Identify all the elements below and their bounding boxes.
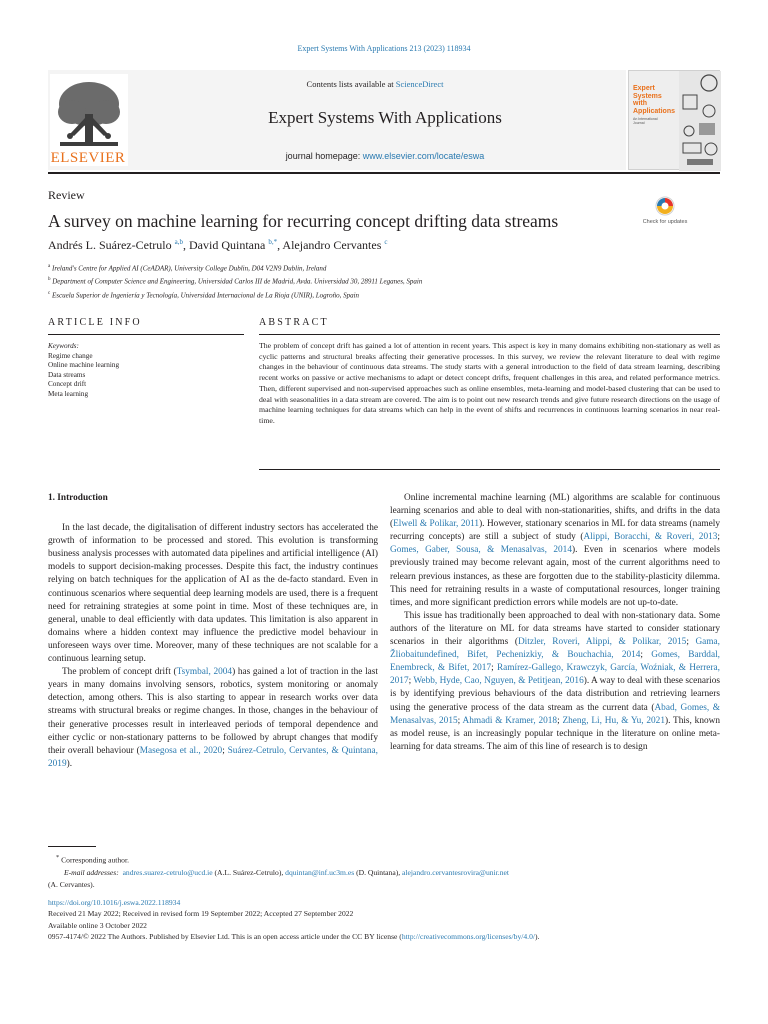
homepage-link[interactable]: www.elsevier.com/locate/eswa (362, 151, 485, 161)
body-paragraph (48, 522, 378, 666)
author-name[interactable]: David Quintana (189, 238, 266, 252)
article-info-heading: ARTICLE INFO (48, 317, 142, 328)
body-paragraph (390, 610, 720, 754)
affiliation-item: $^a$ Ireland's Centre for Applied AI (CeADAR), University College Dublin, D04 V2N9 Dublin, Ireland (48, 264, 327, 273)
license-line: 0957-4174/© 2022 The Authors. Published by Elsevier Ltd. This is an open access article under the CC BY license (http://creativecommons.org/licenses/by/4.0/). (48, 931, 540, 941)
paragraph-text: This issue has traditionally been approached to deal with non-stationary data. Some authors of the literature on ML for data streams have started to consider stationary scenarios in their algorithms ( (390, 610, 720, 648)
citation-link[interactable]: Webb, Hyde, Cao, Nguyen, & Petitjean, 2016 (413, 676, 584, 687)
paragraph-text: ; (408, 676, 414, 687)
citation-link[interactable]: Gomes, Gaber, Sousa, & Menasalvas, 2014 (390, 545, 572, 556)
journal-cover-thumbnail[interactable] (628, 70, 720, 170)
author-affiliation-mark[interactable]: c (384, 238, 388, 246)
left-paragraphs (48, 522, 378, 771)
paragraph-text: The problem of concept drift ( (62, 667, 177, 678)
body-column-right (390, 492, 720, 754)
email-link[interactable]: andres.suarez-cetrulo@ucd.ie (122, 867, 213, 877)
keywords-label: Keywords: (48, 342, 79, 350)
keyword-item: Online machine learning (48, 361, 120, 369)
homepage-line: journal homepage: www.elsevier.com/locate/eswa (285, 151, 485, 161)
citation-link[interactable]: Suárez-Cetrulo, Cervantes, & Quintana, 2019 (48, 745, 378, 769)
elsevier-wordmark: ELSEVIER (50, 150, 126, 166)
paragraph-text: ; (686, 637, 696, 648)
paragraph-text: ; (491, 663, 497, 674)
received-dates: Received 21 May 2022; Received in revised form 19 September 2022; Accepted 27 September 2022 (48, 909, 354, 919)
journal-citation[interactable]: Expert Systems With Applications 213 (2023) 118934 (297, 44, 471, 53)
paragraph-text: ). (66, 758, 73, 769)
citation-link[interactable]: Tsymbal, 2004 (176, 667, 233, 678)
available-online: Available online 3 October 2022 (48, 920, 147, 930)
cover-title: Expert Systems with Applications (633, 85, 676, 115)
cover-subtitle: An International Journal (633, 117, 658, 125)
citation-link[interactable]: Ahmadi & Kramer, 2018 (462, 715, 558, 726)
email-continuation: (A. Cervantes). (48, 879, 95, 889)
author-affiliation-mark[interactable]: b,* (268, 238, 278, 246)
paragraph-text: ; (640, 650, 652, 661)
citation-link[interactable]: Elwell & Polikar, 2011 (393, 519, 480, 530)
abstract-bottom-divider (259, 469, 720, 470)
paragraph-text: ; (557, 715, 563, 726)
citation-link[interactable]: Ditzler, Roveri, Alippi, & Polikar, 2015 (517, 637, 687, 648)
corresponding-author-note: * Corresponding author. (56, 854, 129, 865)
paragraph-text: ; (457, 715, 463, 726)
citation-link[interactable]: Alippi, Boracchi, & Roveri, 2013 (583, 532, 718, 543)
check-badge-label: Check for updates (642, 219, 688, 225)
citation-link[interactable]: Ramírez-Gallego, Krawczyk, García, Woźniak, & Herrera, 2017 (390, 663, 720, 687)
article-type: Review (48, 188, 85, 202)
keyword-item: Concept drift (48, 380, 87, 388)
paper-title: A survey on machine learning for recurring concept drifting data streams (48, 211, 559, 231)
footnote-divider (48, 846, 96, 847)
paragraph-text: ; (222, 745, 228, 756)
cover-artwork (679, 71, 721, 171)
paragraph-text: ) has gained a lot of traction in the last years in many domains involving sensors, robotics, system monitoring or anomaly detection, among others. This is also starting to appear in research works over data streams with structural breaks or regime changes. In those, changes in the behaviour of their generative processes result in interleaved periods of temporal dependence and either cyclic or non-stationary patterns to be followed by abrupt changes that modify their overall behaviour ( (48, 667, 378, 756)
author-name[interactable]: Andrés L. Suárez-Cetrulo (48, 238, 172, 252)
keyword-item: Data streams (48, 370, 86, 379)
abstract-text: The problem of concept drift has gained a lot of attention in recent years. This aspect is key in many domains exhibiting non-stationary as well as cyclic patterns and structural breaks affecting their generative processes. In this survey, we review the relevant literature to deal with regime changes in the behaviour of continuous data streams. The study starts with a general introduction to the field of data stream learning, describing recent works on passive or active mechanisms to adapt or detect concept drifts, frequent challenges in this area, and related performance metrics. Then, different supervised and non-supervised approaches such as online ensembles, meta-learning and model-based clustering that can be used to deal with seasonalities in a data stream are covered. The aim is to point out new research trends and give future research directions on the usage of machine learning techniques for data streams which can help in the event of shifts and recurrences in continuous learning scenarios in near real-time. (259, 341, 720, 425)
email-link[interactable]: dquintan@inf.uc3m.es (285, 867, 355, 877)
bibliographic-info (48, 897, 728, 942)
paragraph-text: ; (717, 532, 720, 543)
keyword-item: Regime change (48, 351, 93, 360)
citation-link[interactable]: Gama, Žliobaitundefined, Bifet, Pechenizkiy, & Bouchachia, 2014 (390, 637, 720, 661)
footnotes (48, 852, 728, 891)
license-link[interactable]: http://creativecommons.org/licenses/by/4.0/ (401, 931, 535, 941)
right-paragraphs (390, 492, 720, 754)
sciencedirect-link[interactable]: ScienceDirect (395, 79, 444, 89)
abstract-divider (259, 334, 720, 335)
check-for-updates-badge[interactable] (642, 194, 688, 234)
email-addresses: E-mail addresses: andres.suarez-cetrulo@ucd.ie (A.L. Suárez-Cetrulo), dquintan@inf.uc3m.es (D. Quintana), alejandro.cervantesrovira@unir.net (64, 867, 509, 877)
paragraph-text: Online incremental machine learning (ML) algorithms are scalable for continuous learning scenarios and able to deal with non-stationarities, shifts, and drifts in the data ( (390, 493, 720, 530)
paragraph-text: In the last decade, the digitalisation of different industry sectors has accelerated the growth of information to be processed and stored. This evolution is transforming business analysis processes with automated data pipelines and artificial intelligence (AI) models to support decision-making processes. Despite this fact, the industry continues relying on batch techniques for the application of AI as the de-facto standard. Even in continuous scenarios where sequential deep learning models are used, there is a frequent need for retraining strategies at some point in time. Most of these techniques are, in general, unable to deal efficiently with data updates. This limitation is also apparent in domains where a hidden context may influence the predictive model behaviour in unforeseen ways over time. Moreover, many of these techniques are not scalable for a continuous learning setup. (48, 523, 378, 665)
affiliation-item: $^b$ Department of Computer Science and Engineering, Universidad Carlos III de Madrid, Avda. Universidad 30, 28911 Leganes, Spain (48, 277, 423, 286)
citation-link[interactable]: Zheng, Li, Hu, & Yu, 2021 (562, 715, 665, 726)
paragraph-text: ). A way to deal with these scenarios is by identifying previous behaviours of the data distribution and retrieving learners using the generative process of the data stream as the current data ( (390, 676, 720, 713)
article-info-divider (48, 334, 244, 335)
citation-link[interactable]: Abad, Gomes, & Menasalvas, 2015 (390, 702, 720, 726)
affiliations (48, 261, 422, 301)
citation-link[interactable]: Masegosa et al., 2020 (139, 745, 223, 756)
author-list: Andrés L. Suárez-Cetrulo $^{a,b}$, David Quintana $^{b,*}$, Alejandro Cervantes $^c$ (48, 238, 388, 252)
citation-link[interactable]: Gomes, Barddal, Enembreck, & Bifet, 2017 (390, 650, 720, 674)
email-link[interactable]: alejandro.cervantesrovira@unir.net (402, 867, 509, 877)
body-paragraph (390, 492, 720, 610)
keywords-block (48, 342, 244, 399)
journal-name: Expert Systems With Applications (268, 108, 502, 127)
paragraph-text: ). However, stationary scenarios in ML for data streams (namely recurring concepts) are still a subject of study ( (390, 519, 720, 543)
author-affiliation-mark[interactable]: a,b (174, 238, 183, 246)
abstract-heading: ABSTRACT (259, 317, 329, 328)
author-name[interactable]: Alejandro Cervantes (282, 238, 382, 252)
header-divider (48, 172, 720, 174)
paragraph-text: ). This, known as model reuse, is an increasingly popular technique in the literature on online meta-learning for data streams. The aim of this line of research is to design (390, 715, 720, 752)
doi-link[interactable]: https://doi.org/10.1016/j.eswa.2022.118934 (48, 898, 181, 907)
affiliation-item: $^c$ Escuela Superior de Ingeniería y Tecnología, Universidad Internacional de La Rioja (UNIR), Logroño, Spain (48, 290, 360, 299)
contents-line: Contents lists available at ScienceDirect (306, 79, 444, 89)
body-column-left (48, 492, 378, 771)
keyword-item: Meta learning (48, 389, 89, 398)
paragraph-text: ). Even in scenarios where models previously trained may become relevant again, most of the current algorithms need to relearn previous instances, as these are forgotten due to the stability-plasticity dilemma. This need for retraining results in a waste of computational resources, longer training times, and more significant prediction errors while models are not up-to-date. (390, 545, 720, 608)
section-heading-introduction: 1. Introduction (48, 493, 108, 503)
body-paragraph (48, 666, 378, 771)
